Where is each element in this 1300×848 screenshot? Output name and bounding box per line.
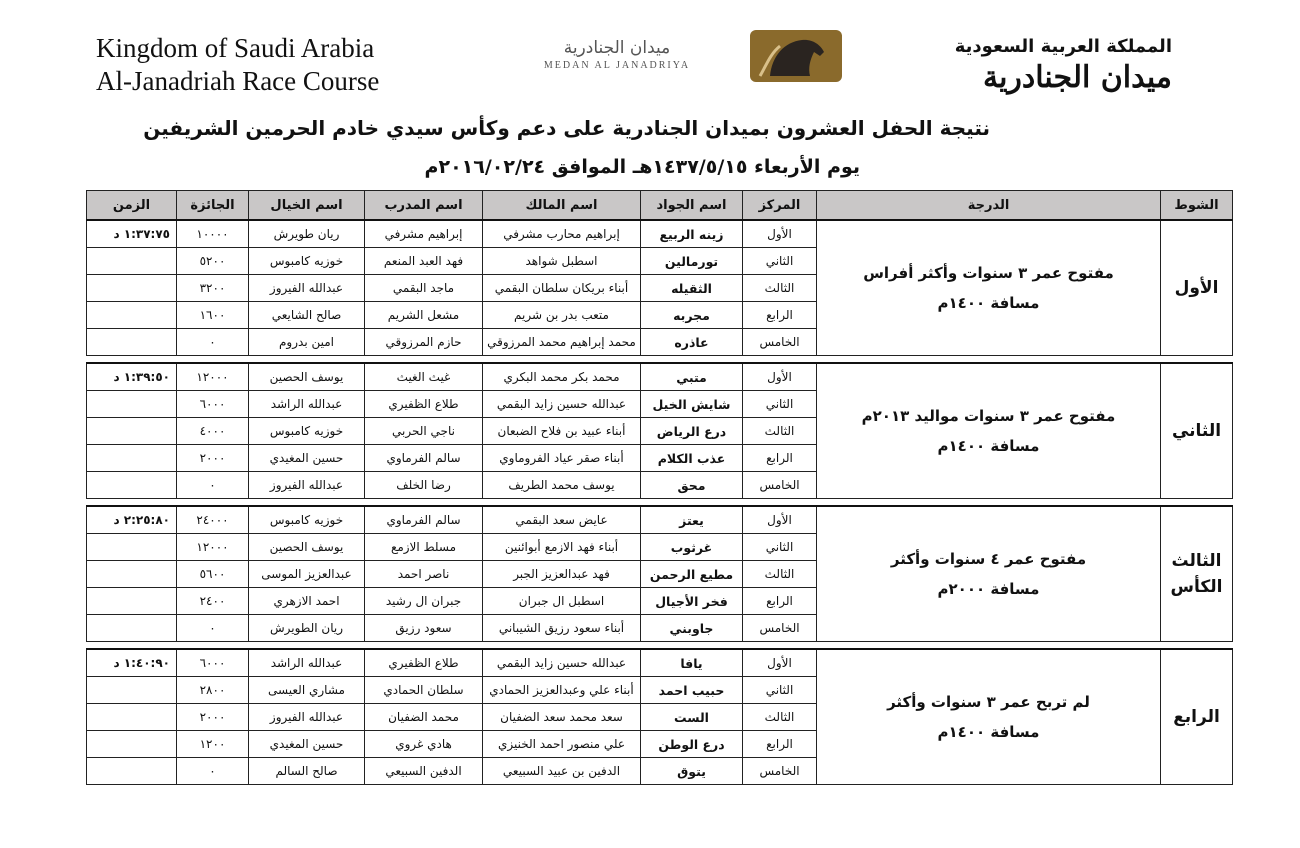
race-course-logo <box>512 26 842 86</box>
cell-time <box>87 445 177 472</box>
cell-time <box>87 472 177 499</box>
cell-horse: مطيع الرحمن <box>641 561 743 588</box>
race-distance-label: مسافة ١٤٠٠م <box>937 723 1040 741</box>
cell-time <box>87 275 177 302</box>
cell-prize: ٢٨٠٠ <box>177 677 249 704</box>
header-horse: اسم الجواد <box>641 191 743 221</box>
cell-horse: غرثوب <box>641 534 743 561</box>
cell-place: الثاني <box>743 391 817 418</box>
cell-place: الرابع <box>743 588 817 615</box>
cell-prize: ١٢٠٠ <box>177 731 249 758</box>
cell-trainer: طلاع الظفيري <box>365 649 483 677</box>
cell-trainer: سعود رزيق <box>365 615 483 642</box>
cell-place: الثالث <box>743 561 817 588</box>
cell-place: الثاني <box>743 677 817 704</box>
cell-time <box>87 329 177 356</box>
cell-horse: عذب الكلام <box>641 445 743 472</box>
cell-trainer: سالم الفرماوي <box>365 445 483 472</box>
table-header-row <box>87 191 1233 221</box>
cell-trainer: ناصر احمد <box>365 561 483 588</box>
cell-place: الأول <box>743 220 817 248</box>
cell-place: الأول <box>743 363 817 391</box>
cell-time <box>87 248 177 275</box>
cell-rider: حسين المغيدي <box>249 445 365 472</box>
cell-rider: حسين المغيدي <box>249 731 365 758</box>
cell-time <box>87 391 177 418</box>
race-distance-label: مسافة ١٤٠٠م <box>937 294 1040 312</box>
cell-trainer: رضا الخلف <box>365 472 483 499</box>
race-separator <box>87 356 1233 364</box>
cell-owner: أبناء علي وعبدالعزيز الحمادي <box>483 677 641 704</box>
cell-place: الأول <box>743 649 817 677</box>
race-distance-label: مسافة ١٤٠٠م <box>937 437 1040 455</box>
cell-place: الأول <box>743 506 817 534</box>
race-degree-label: لم تربح عمر ٣ سنوات وأكثر <box>887 693 1090 711</box>
table-row <box>87 649 1233 677</box>
cell-horse: الست <box>641 704 743 731</box>
cell-owner: محمد إبراهيم محمد المرزوقي <box>483 329 641 356</box>
results-date: يوم الأربعاء ١٤٣٧/٥/١٥هـ الموافق ٢٠١٦/٠٢/٢٤م <box>424 156 860 178</box>
logo-english-text: MEDAN AL JANADRIYA <box>543 60 691 71</box>
cell-owner: أبناء عبيد بن فلاح الضبعان <box>483 418 641 445</box>
cell-horse: يتوق <box>641 758 743 785</box>
cell-prize: ٢٤٠٠٠ <box>177 506 249 534</box>
cell-rider: خوزيه كامبوس <box>249 506 365 534</box>
race-shoot-label: الرابع <box>1173 707 1220 727</box>
cell-trainer: جبران ال رشيد <box>365 588 483 615</box>
race-shoot-sublabel: الكأس <box>1170 577 1223 597</box>
cell-trainer: حازم المرزوقي <box>365 329 483 356</box>
race-shoot-cell <box>1161 506 1233 642</box>
race-distance-label: مسافة ٢٠٠٠م <box>937 580 1040 598</box>
cell-rider: يوسف الحصين <box>249 363 365 391</box>
cell-owner: يوسف محمد الطريف <box>483 472 641 499</box>
cell-rider: خوزيه كامبوس <box>249 248 365 275</box>
cell-horse: فخر الأجيال <box>641 588 743 615</box>
cell-prize: ٢٠٠٠ <box>177 704 249 731</box>
cell-time <box>87 302 177 329</box>
cell-rider: امين بدروم <box>249 329 365 356</box>
cell-rider: عبدالعزيز الموسى <box>249 561 365 588</box>
cell-horse: متبي <box>641 363 743 391</box>
cell-place: الخامس <box>743 329 817 356</box>
race-shoot-cell <box>1161 649 1233 785</box>
cell-rider: عبدالله الفيروز <box>249 704 365 731</box>
cell-time: ٢:٢٥:٨٠ د <box>87 506 177 534</box>
cell-owner: علي منصور احمد الخنيزي <box>483 731 641 758</box>
cell-trainer: غيث الغيث <box>365 363 483 391</box>
header-owner: اسم المالك <box>483 191 641 221</box>
cell-owner: اسطبل ال جبران <box>483 588 641 615</box>
cell-horse: الثقيله <box>641 275 743 302</box>
cell-horse: يافا <box>641 649 743 677</box>
horse-head-logo-icon <box>750 26 842 82</box>
race-degree-label: مفتوح عمر ٣ سنوات وأكثر أفراس <box>863 264 1114 282</box>
cell-prize: ٥٢٠٠ <box>177 248 249 275</box>
race-degree-label: مفتوح عمر ٤ سنوات وأكثر <box>890 550 1087 568</box>
cell-owner: أبناء بريكان سلطان البقمي <box>483 275 641 302</box>
cell-owner: الدفين بن عبيد السبيعي <box>483 758 641 785</box>
header-place: المركز <box>743 191 817 221</box>
cell-rider: عبدالله الفيروز <box>249 275 365 302</box>
header-degree: الدرجة <box>817 191 1161 221</box>
cell-rider: عبدالله الراشد <box>249 391 365 418</box>
cell-time <box>87 704 177 731</box>
race-degree-cell <box>817 506 1161 642</box>
cell-time <box>87 561 177 588</box>
cell-trainer: سلطان الحمادي <box>365 677 483 704</box>
cell-place: الخامس <box>743 615 817 642</box>
cell-place: الرابع <box>743 302 817 329</box>
cell-trainer: ناجي الحربي <box>365 418 483 445</box>
cell-horse: محق <box>641 472 743 499</box>
cell-horse: جاوبني <box>641 615 743 642</box>
cell-owner: أبناء صقر عياد الفروماوي <box>483 445 641 472</box>
cell-rider: احمد الازهري <box>249 588 365 615</box>
cell-time <box>87 534 177 561</box>
arabic-title <box>955 34 1172 96</box>
cell-trainer: محمد الضفيان <box>365 704 483 731</box>
cell-owner: عايض سعد البقمي <box>483 506 641 534</box>
header-time: الزمن <box>87 191 177 221</box>
race-shoot-label: الثالث <box>1171 551 1222 571</box>
cell-time <box>87 418 177 445</box>
cell-owner: عبدالله حسين زايد البقمي <box>483 391 641 418</box>
race-shoot-cell <box>1161 363 1233 499</box>
race-shoot-label: الثاني <box>1171 421 1222 441</box>
cell-time: ١:٤٠:٩٠ د <box>87 649 177 677</box>
cell-time <box>87 588 177 615</box>
cell-prize: ١٦٠٠ <box>177 302 249 329</box>
cell-prize: ٦٠٠٠ <box>177 649 249 677</box>
cell-horse: مجربه <box>641 302 743 329</box>
cell-owner: إبراهيم محارب مشرفي <box>483 220 641 248</box>
cell-owner: عبدالله حسين زايد البقمي <box>483 649 641 677</box>
cell-place: الخامس <box>743 758 817 785</box>
results-headline: نتيجة الحفل العشرون بميدان الجنادرية على دعم وكأس سيدي خادم الحرمين الشريفين <box>143 116 990 140</box>
cell-place: الثالث <box>743 704 817 731</box>
english-title <box>96 32 379 98</box>
cell-prize: ٥٦٠٠ <box>177 561 249 588</box>
cell-horse: حبيب احمد <box>641 677 743 704</box>
cell-trainer: ماجد البقمي <box>365 275 483 302</box>
race-degree-cell <box>817 649 1161 785</box>
header-shoot: الشوط <box>1161 191 1233 221</box>
race-degree-cell <box>817 220 1161 356</box>
cell-horse: شايش الخيل <box>641 391 743 418</box>
cell-time <box>87 615 177 642</box>
cell-prize: ٠ <box>177 472 249 499</box>
cell-owner: أبناء سعود رزيق الشيباني <box>483 615 641 642</box>
results-table-wrapper <box>86 190 1232 785</box>
cell-rider: صالح الشايعي <box>249 302 365 329</box>
logo-arabic-text: ميدان الجنادرية <box>563 38 671 58</box>
race-degree-cell <box>817 363 1161 499</box>
cell-rider: خوزيه كامبوس <box>249 418 365 445</box>
cell-rider: مشاري العيسى <box>249 677 365 704</box>
table-row <box>87 220 1233 248</box>
cell-place: الثالث <box>743 418 817 445</box>
cell-trainer: مسلط الازمع <box>365 534 483 561</box>
cell-prize: ٠ <box>177 329 249 356</box>
cell-time: ١:٣٩:٥٠ د <box>87 363 177 391</box>
cell-trainer: سالم الفرماوي <box>365 506 483 534</box>
cell-prize: ٤٠٠٠ <box>177 418 249 445</box>
english-title-line1: Kingdom of Saudi Arabia <box>96 33 375 63</box>
cell-time <box>87 677 177 704</box>
cell-owner: محمد بكر محمد البكري <box>483 363 641 391</box>
cell-place: الخامس <box>743 472 817 499</box>
arabic-title-line2: ميدان الجنادرية <box>983 60 1172 95</box>
cell-time: ١:٣٧:٧٥ د <box>87 220 177 248</box>
cell-prize: ٦٠٠٠ <box>177 391 249 418</box>
header-trainer: اسم المدرب <box>365 191 483 221</box>
race-separator <box>87 642 1233 650</box>
race-separator <box>87 499 1233 507</box>
cell-horse: درع الوطن <box>641 731 743 758</box>
cell-owner: سعد محمد سعد الضفيان <box>483 704 641 731</box>
cell-prize: ١٢٠٠٠ <box>177 363 249 391</box>
english-title-line2: Al-Janadriah Race Course <box>96 66 380 96</box>
cell-trainer: فهد العبد المنعم <box>365 248 483 275</box>
results-body <box>87 220 1233 785</box>
page-header <box>0 0 1300 110</box>
cell-horse: درع الرياض <box>641 418 743 445</box>
cell-horse: زينه الربيع <box>641 220 743 248</box>
cell-horse: يعتز <box>641 506 743 534</box>
cell-rider: عبدالله الفيروز <box>249 472 365 499</box>
cell-owner: اسطبل شواهد <box>483 248 641 275</box>
cell-trainer: مشعل الشريم <box>365 302 483 329</box>
race-shoot-label: الأول <box>1174 278 1219 298</box>
cell-place: الرابع <box>743 731 817 758</box>
results-table <box>86 190 1233 785</box>
arabic-title-line1: المملكة العربية السعودية <box>954 36 1172 57</box>
cell-rider: ريان الطويرش <box>249 615 365 642</box>
cell-owner: متعب بدر بن شريم <box>483 302 641 329</box>
cell-prize: ٢٤٠٠ <box>177 588 249 615</box>
race-shoot-cell <box>1161 220 1233 356</box>
table-row <box>87 363 1233 391</box>
cell-trainer: طلاع الظفيري <box>365 391 483 418</box>
cell-prize: ٣٢٠٠ <box>177 275 249 302</box>
cell-rider: عبدالله الراشد <box>249 649 365 677</box>
cell-time <box>87 758 177 785</box>
table-row <box>87 506 1233 534</box>
cell-rider: ريان طويرش <box>249 220 365 248</box>
header-prize: الجائزة <box>177 191 249 221</box>
cell-prize: ٠ <box>177 615 249 642</box>
cell-place: الرابع <box>743 445 817 472</box>
header-rider: اسم الخيال <box>249 191 365 221</box>
cell-rider: يوسف الحصين <box>249 534 365 561</box>
cell-trainer: الدفين السبيعي <box>365 758 483 785</box>
cell-prize: ٢٠٠٠ <box>177 445 249 472</box>
cell-prize: ٠ <box>177 758 249 785</box>
cell-place: الثالث <box>743 275 817 302</box>
cell-rider: صالح السالم <box>249 758 365 785</box>
cell-trainer: إبراهيم مشرفي <box>365 220 483 248</box>
cell-place: الثاني <box>743 534 817 561</box>
race-degree-label: مفتوح عمر ٣ سنوات مواليد ٢٠١٣م <box>861 407 1116 425</box>
cell-horse: عاذره <box>641 329 743 356</box>
cell-time <box>87 731 177 758</box>
cell-prize: ١٢٠٠٠ <box>177 534 249 561</box>
cell-owner: فهد عبدالعزيز الجبر <box>483 561 641 588</box>
cell-place: الثاني <box>743 248 817 275</box>
cell-horse: تورمالين <box>641 248 743 275</box>
cell-prize: ١٠٠٠٠ <box>177 220 249 248</box>
cell-trainer: هادي غروي <box>365 731 483 758</box>
cell-owner: أبناء فهد الازمع أبوائنين <box>483 534 641 561</box>
